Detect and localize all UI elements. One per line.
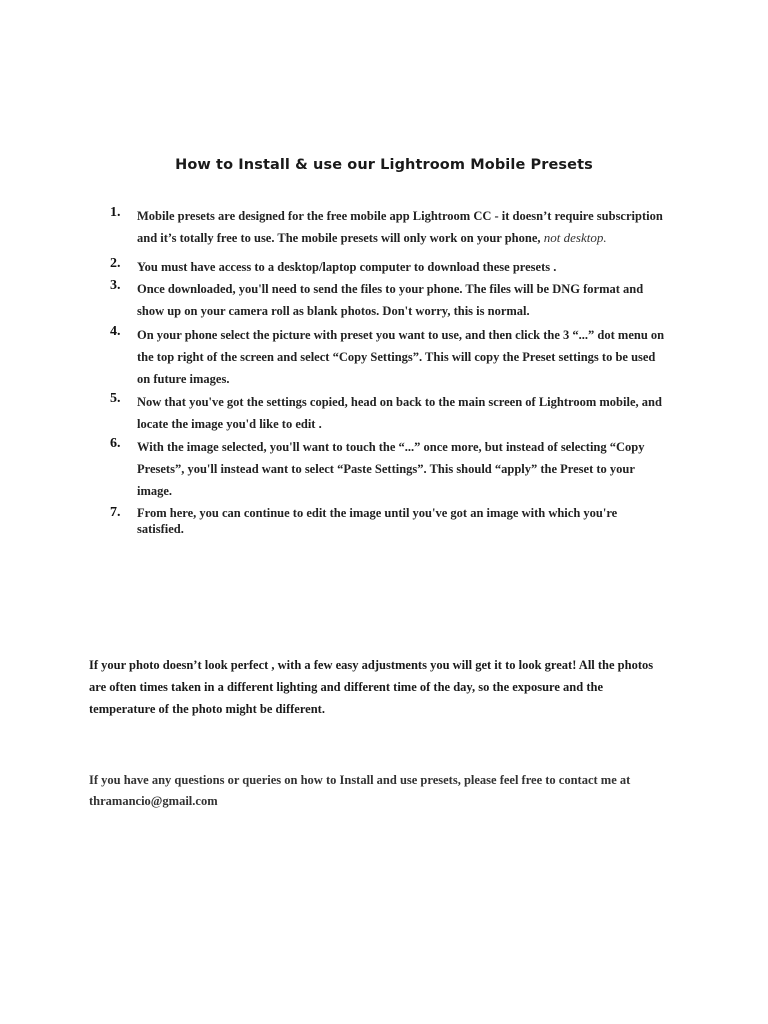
step-number: 4. bbox=[110, 324, 121, 339]
page-title: How to Install & use our Lightroom Mobile Presets bbox=[175, 157, 593, 173]
step-text: On your phone select the picture with preset you want to use, and then click the 3 “...” dot menu on the top right of the screen and select “Copy Settings”. This will copy the Preset settings to be used on future images. bbox=[137, 328, 665, 386]
step-number: 5. bbox=[110, 391, 121, 406]
step-text: From here, you can continue to edit the image until you've got an image with which you're satisfied. bbox=[137, 506, 618, 536]
adjustment-paragraph: If your photo doesn’t look perfect , with a few easy adjustments you will get it to look great! All the photos are often times taken in a different lighting and different time of the day, so the exposure and the temperature of the photo might be different. bbox=[89, 658, 654, 716]
step-text bbox=[137, 205, 667, 249]
contact-paragraph: If you have any questions or queries on how to Install and use presets, please feel free to contact me at thramancio@gmail.com bbox=[89, 773, 631, 808]
step-number: 6. bbox=[110, 436, 121, 451]
step-text: With the image selected, you'll want to touch the “...” once more, but instead of selecting “Copy Presets”, you'll instead want to select “Paste Settings”. This should “apply” the Preset to your image. bbox=[137, 440, 645, 498]
step-number: 7. bbox=[110, 505, 121, 520]
step-text-suffix: not desktop. bbox=[540, 230, 607, 245]
step-text: You must have access to a desktop/laptop computer to download these presets . bbox=[137, 260, 557, 274]
step-text: Once downloaded, you'll need to send the files to your phone. The files will be DNG format and show up on your camera roll as blank photos. Don't worry, this is normal. bbox=[137, 282, 644, 318]
step-number: 2. bbox=[110, 256, 121, 271]
step-number: 1. bbox=[110, 205, 121, 220]
step-number: 3. bbox=[110, 278, 121, 293]
step-text-main: Mobile presets are designed for the free mobile app Lightroom CC - it doesn’t require subscription and it’s totally free to use. The mobile presets will only work on your phone, bbox=[137, 209, 663, 245]
step-text: Now that you've got the settings copied, head on back to the main screen of Lightroom mobile, and locate the image you'd like to edit . bbox=[137, 395, 662, 431]
